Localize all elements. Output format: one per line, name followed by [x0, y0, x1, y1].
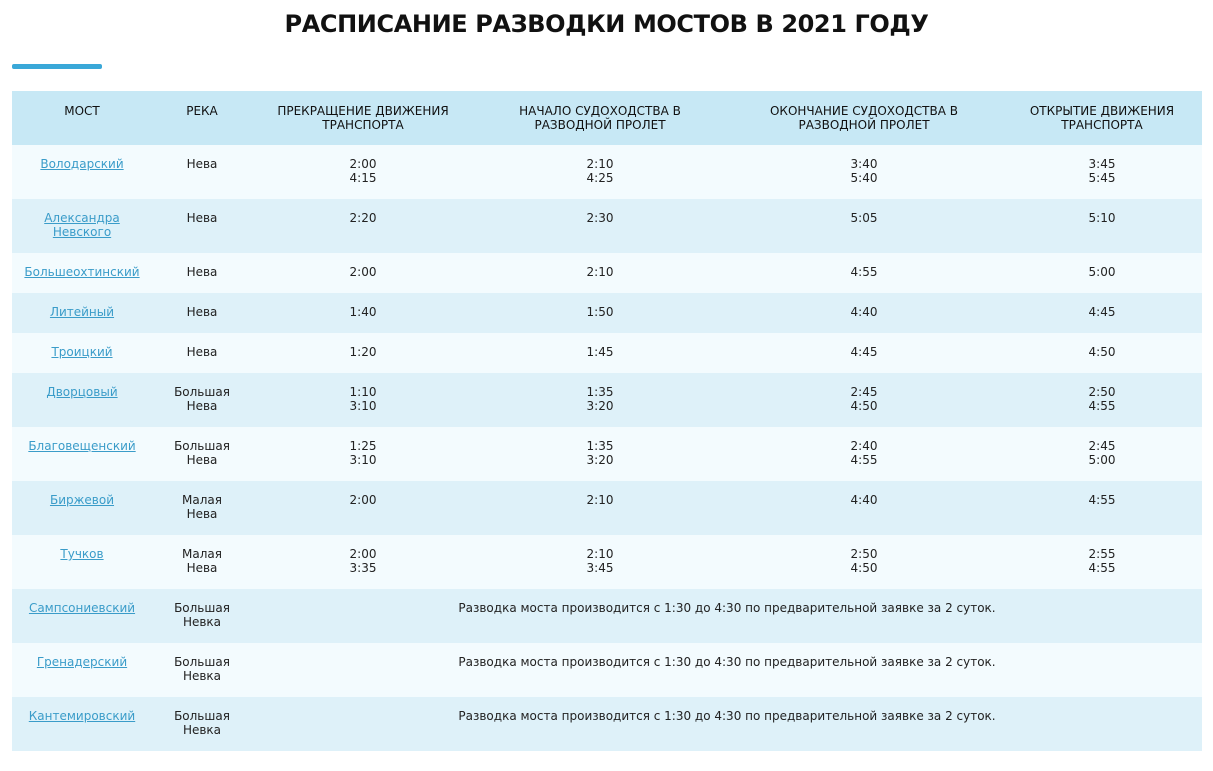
bridge-link[interactable]: [18, 439, 146, 453]
bridge-cell: [12, 373, 152, 427]
navigation-start-cell: [474, 333, 726, 373]
header-navigation-start: НАЧАЛО СУДОХОДСТВА В РАЗВОДНОЙ ПРОЛЕТ: [519, 104, 681, 132]
open-traffic-cell: [1002, 427, 1202, 481]
bridge-name-line: Дворцовый: [46, 385, 118, 399]
bridge-link[interactable]: [18, 157, 146, 171]
time-line: 5:40: [850, 171, 878, 185]
header-navigation-end: ОКОНЧАНИЕ СУДОХОДСТВА В РАЗВОДНОЙ ПРОЛЕТ: [769, 104, 958, 132]
river-cell: [152, 145, 252, 199]
table-row: [12, 697, 1202, 751]
bridge-link[interactable]: [18, 655, 146, 669]
table-row: [12, 373, 1202, 427]
bridge-cell: [12, 427, 152, 481]
header-stop-traffic: ПРЕКРАЩЕНИЕ ДВИЖЕНИЯ ТРАНСПОРТА: [277, 104, 449, 132]
time-line: 3:10: [349, 399, 377, 413]
stop-traffic-cell: [252, 293, 474, 333]
navigation-end-cell: [726, 373, 1002, 427]
table-row: [12, 333, 1202, 373]
river-cell: [152, 697, 252, 751]
bridge-link[interactable]: [18, 493, 146, 507]
time-line: 2:00: [349, 157, 377, 171]
header-open-traffic: ОТКРЫТИЕ ДВИЖЕНИЯ ТРАНСПОРТА: [1029, 104, 1175, 132]
time-line: 4:55: [1088, 561, 1116, 575]
bridge-name-line: Большеохтинский: [24, 265, 140, 279]
river-name-line: Нева: [186, 507, 218, 521]
river-name-line: Большая: [174, 385, 230, 399]
time-line: 1:45: [586, 345, 614, 359]
time-line: 2:10: [586, 157, 614, 171]
open-traffic-cell: [1002, 199, 1202, 253]
river-name-line: Малая: [182, 547, 222, 561]
bridge-link[interactable]: [18, 211, 146, 239]
river-name-line: Нева: [186, 157, 218, 171]
river-cell: [152, 373, 252, 427]
river-name-line: Большая: [174, 709, 230, 723]
open-traffic-cell: [1002, 253, 1202, 293]
table-row: [12, 199, 1202, 253]
bridge-name-line: Кантемировский: [28, 709, 136, 723]
river-name-line: Большая: [174, 655, 230, 669]
header-river: РЕКА: [186, 104, 218, 118]
bridge-name-line: Невского: [52, 225, 112, 239]
time-line: 2:50: [1088, 385, 1116, 399]
table-row: [12, 253, 1202, 293]
river-name-line: Большая: [174, 439, 230, 453]
bridge-cell: [12, 589, 152, 643]
table-body: [12, 145, 1202, 751]
note-cell: [252, 643, 1202, 697]
navigation-end-cell: [726, 333, 1002, 373]
navigation-end-cell: [726, 427, 1002, 481]
bridge-link[interactable]: [18, 305, 146, 319]
river-name-line: Большая: [174, 601, 230, 615]
bridge-cell: [12, 293, 152, 333]
navigation-start-cell: [474, 253, 726, 293]
time-line: 2:20: [349, 211, 377, 225]
open-traffic-cell: [1002, 293, 1202, 333]
bridge-link[interactable]: [18, 345, 146, 359]
bridge-cell: [12, 697, 152, 751]
time-line: 2:40: [850, 439, 878, 453]
bridge-name-line: Александра: [44, 211, 120, 225]
navigation-start-cell: [474, 293, 726, 333]
navigation-end-cell: [726, 481, 1002, 535]
stop-traffic-cell: [252, 481, 474, 535]
table-row: [12, 481, 1202, 535]
time-line: 1:40: [349, 305, 377, 319]
note-text: Разводка моста производится с 1:30 до 4:30 по предварительной заявке за 2 суток.: [458, 655, 996, 669]
open-traffic-cell: [1002, 535, 1202, 589]
time-line: 2:45: [1088, 439, 1116, 453]
bridge-link[interactable]: [18, 265, 146, 279]
time-line: 5:45: [1088, 171, 1116, 185]
bridge-name-line: Биржевой: [49, 493, 115, 507]
bridge-name-line: Гренадерский: [36, 655, 128, 669]
time-line: 4:25: [586, 171, 614, 185]
time-line: 4:15: [349, 171, 377, 185]
bridge-cell: [12, 145, 152, 199]
river-name-line: Невка: [182, 669, 222, 683]
stop-traffic-cell: [252, 253, 474, 293]
bridge-schedule-table: [12, 91, 1202, 751]
stop-traffic-cell: [252, 535, 474, 589]
time-line: 3:20: [586, 399, 614, 413]
stop-traffic-cell: [252, 427, 474, 481]
navigation-end-cell: [726, 253, 1002, 293]
bridge-cell: [12, 535, 152, 589]
river-cell: [152, 333, 252, 373]
navigation-start-cell: [474, 481, 726, 535]
time-line: 1:20: [349, 345, 377, 359]
time-line: 5:10: [1088, 211, 1116, 225]
bridge-name-line: Литейный: [49, 305, 115, 319]
time-line: 4:55: [1088, 399, 1116, 413]
open-traffic-cell: [1002, 481, 1202, 535]
navigation-end-cell: [726, 199, 1002, 253]
navigation-end-cell: [726, 535, 1002, 589]
bridge-cell: [12, 333, 152, 373]
river-name-line: Нева: [186, 345, 218, 359]
bridge-name-line: Сампсониевский: [28, 601, 136, 615]
river-cell: [152, 481, 252, 535]
river-cell: [152, 427, 252, 481]
time-line: 2:00: [349, 547, 377, 561]
time-line: 4:50: [1088, 345, 1116, 359]
time-line: 4:55: [850, 453, 878, 467]
time-line: 3:10: [349, 453, 377, 467]
bridge-name-line: Благовещенский: [28, 439, 136, 453]
time-line: 2:50: [850, 547, 878, 561]
river-name-line: Нева: [186, 305, 218, 319]
bridge-cell: [12, 199, 152, 253]
time-line: 2:45: [850, 385, 878, 399]
time-line: 4:55: [850, 265, 878, 279]
navigation-end-cell: [726, 145, 1002, 199]
time-line: 2:00: [349, 493, 377, 507]
time-line: 5:00: [1088, 265, 1116, 279]
time-line: 4:40: [850, 305, 878, 319]
time-line: 2:10: [586, 547, 614, 561]
bridge-name-line: Тучков: [60, 547, 104, 561]
note-text: Разводка моста производится с 1:30 до 4:30 по предварительной заявке за 2 суток.: [458, 709, 996, 723]
note-cell: [252, 589, 1202, 643]
note-cell: [252, 697, 1202, 751]
bridge-cell: [12, 643, 152, 697]
open-traffic-cell: [1002, 145, 1202, 199]
bridge-cell: [12, 481, 152, 535]
bridge-link[interactable]: [18, 601, 146, 615]
stop-traffic-cell: [252, 333, 474, 373]
bridge-link[interactable]: [18, 385, 146, 399]
table-row: [12, 589, 1202, 643]
river-name-line: Малая: [182, 493, 222, 507]
table-header: [12, 91, 1202, 145]
time-line: 1:50: [586, 305, 614, 319]
river-name-line: Нева: [186, 265, 218, 279]
time-line: 3:45: [1088, 157, 1116, 171]
stop-traffic-cell: [252, 373, 474, 427]
bridge-name-line: Володарский: [40, 157, 124, 171]
time-line: 2:55: [1088, 547, 1116, 561]
time-line: 1:35: [586, 385, 614, 399]
table-row: [12, 535, 1202, 589]
table-row: [12, 643, 1202, 697]
open-traffic-cell: [1002, 333, 1202, 373]
time-line: 3:40: [850, 157, 878, 171]
time-line: 2:10: [586, 493, 614, 507]
river-name-line: Нева: [186, 561, 218, 575]
time-line: 5:00: [1088, 453, 1116, 467]
open-traffic-cell: [1002, 373, 1202, 427]
river-cell: [152, 199, 252, 253]
time-line: 4:55: [1088, 493, 1116, 507]
table-row: [12, 427, 1202, 481]
bridge-link[interactable]: [18, 709, 146, 723]
time-line: 3:35: [349, 561, 377, 575]
river-name-line: Нева: [186, 399, 218, 413]
river-cell: [152, 589, 252, 643]
river-name-line: Невка: [182, 723, 222, 737]
time-line: 2:10: [586, 265, 614, 279]
river-cell: [152, 253, 252, 293]
note-text: Разводка моста производится с 1:30 до 4:30 по предварительной заявке за 2 суток.: [458, 601, 996, 615]
navigation-start-cell: [474, 145, 726, 199]
river-cell: [152, 643, 252, 697]
time-line: 4:40: [850, 493, 878, 507]
navigation-start-cell: [474, 427, 726, 481]
table-row: [12, 293, 1202, 333]
navigation-end-cell: [726, 293, 1002, 333]
navigation-start-cell: [474, 373, 726, 427]
river-cell: [152, 293, 252, 333]
bridge-cell: [12, 253, 152, 293]
time-line: 3:45: [586, 561, 614, 575]
river-name-line: Невка: [182, 615, 222, 629]
stop-traffic-cell: [252, 199, 474, 253]
table-row: [12, 145, 1202, 199]
stop-traffic-cell: [252, 145, 474, 199]
river-name-line: Нева: [186, 453, 218, 467]
navigation-start-cell: [474, 199, 726, 253]
time-line: 4:50: [850, 561, 878, 575]
page-title: РАСПИСАНИЕ РАЗВОДКИ МОСТОВ В 2021 ГОДУ: [284, 10, 929, 38]
river-cell: [152, 535, 252, 589]
bridge-link[interactable]: [18, 547, 146, 561]
header-row: [12, 91, 1202, 145]
navigation-start-cell: [474, 535, 726, 589]
river-name-line: Нева: [186, 211, 218, 225]
bridge-name-line: Троицкий: [51, 345, 113, 359]
title-underline: [12, 64, 102, 69]
header-bridge: МОСТ: [64, 104, 100, 118]
time-line: 3:20: [586, 453, 614, 467]
time-line: 1:25: [349, 439, 377, 453]
time-line: 4:50: [850, 399, 878, 413]
time-line: 4:45: [850, 345, 878, 359]
time-line: 1:10: [349, 385, 377, 399]
time-line: 5:05: [850, 211, 878, 225]
time-line: 2:00: [349, 265, 377, 279]
time-line: 1:35: [586, 439, 614, 453]
time-line: 2:30: [586, 211, 614, 225]
time-line: 4:45: [1088, 305, 1116, 319]
